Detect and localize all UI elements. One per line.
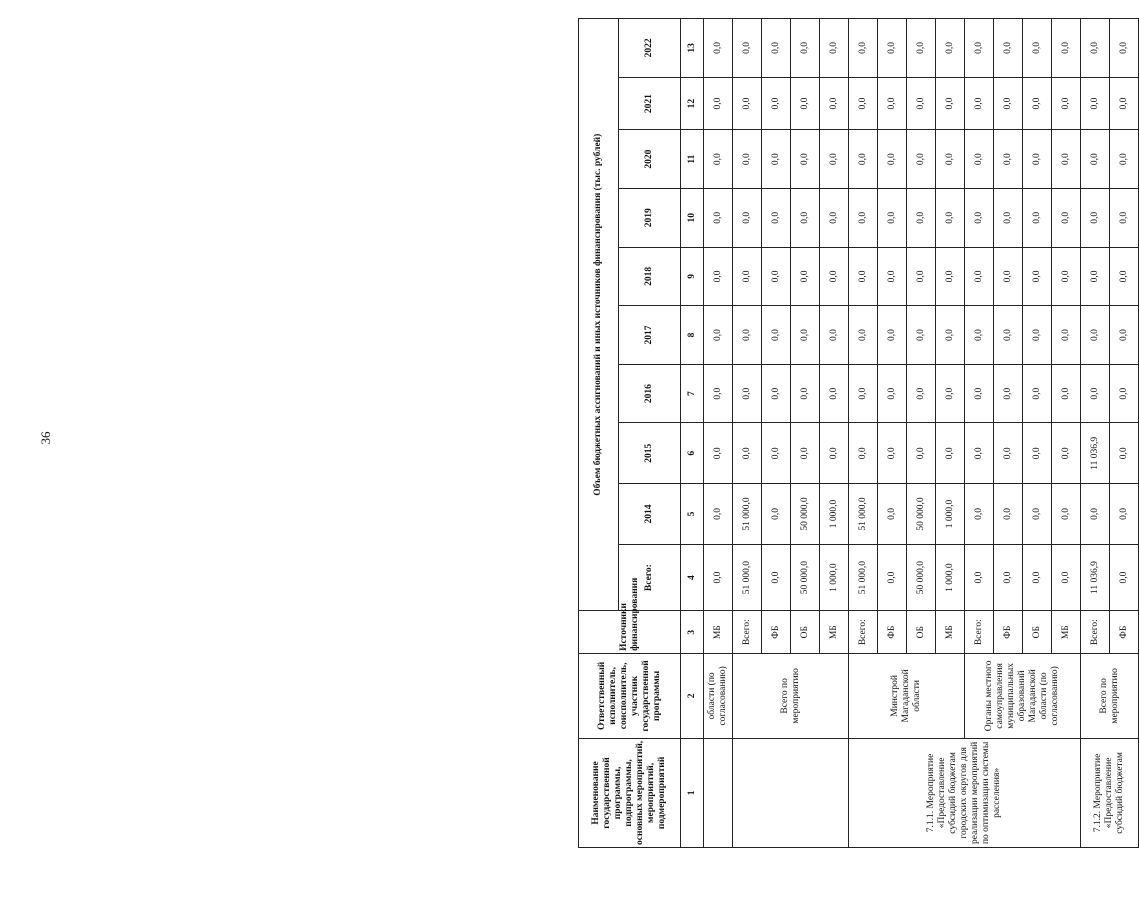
year-value-cell: 0,0: [965, 130, 994, 189]
column-number: 11: [681, 130, 704, 189]
year-value-cell: 0,0: [907, 77, 936, 130]
table-row: [965, 19, 994, 848]
year-value-cell: 0,0: [820, 423, 849, 484]
year-value-cell: 0,0: [704, 364, 733, 423]
year-value-cell: 0,0: [762, 247, 791, 306]
year-value-cell: 0,0: [820, 364, 849, 423]
year-value-cell: 0,0: [1110, 19, 1139, 78]
year-value-cell: 0,0: [994, 77, 1023, 130]
source-cell: ОБ: [1023, 611, 1052, 653]
header-funding: Объем бюджетных ассигнований и иных источников финансирования (тыс. рублей): [579, 19, 619, 611]
year-value-cell: 0,0: [965, 484, 994, 545]
year-value-cell: 0,0: [994, 364, 1023, 423]
total-value-cell: 50 000,0: [791, 544, 820, 611]
header-year: 2020: [619, 130, 681, 189]
year-value-cell: 0,0: [1052, 188, 1081, 247]
executor-cell: Всего по мероприятию: [1081, 653, 1139, 738]
year-value-cell: 0,0: [733, 423, 762, 484]
year-value-cell: 0,0: [878, 306, 907, 365]
year-value-cell: 0,0: [1081, 484, 1110, 545]
header-executor: Ответственный исполнитель, соисполнитель, участник государственной программы: [579, 653, 681, 738]
column-number: 12: [681, 77, 704, 130]
year-value-cell: 0,0: [791, 77, 820, 130]
total-value-cell: 0,0: [704, 544, 733, 611]
source-cell: ФБ: [762, 611, 791, 653]
year-value-cell: 0,0: [762, 306, 791, 365]
column-number: 1: [681, 738, 704, 847]
year-value-cell: 0,0: [849, 130, 878, 189]
year-value-cell: 0,0: [965, 306, 994, 365]
year-value-cell: 0,0: [820, 306, 849, 365]
year-value-cell: 0,0: [907, 19, 936, 78]
year-value-cell: 0,0: [936, 77, 965, 130]
year-value-cell: 0,0: [936, 188, 965, 247]
year-value-cell: 0,0: [704, 19, 733, 78]
event-7-1-2-name: 7.1.2. Мероприятие «Предоставление субсидий бюджетам: [1081, 738, 1139, 847]
year-value-cell: 0,0: [965, 364, 994, 423]
year-value-cell: 0,0: [849, 423, 878, 484]
year-value-cell: 0,0: [907, 423, 936, 484]
column-number: 9: [681, 247, 704, 306]
year-value-cell: 0,0: [849, 364, 878, 423]
table-row: [1081, 19, 1110, 848]
year-value-cell: 0,0: [762, 19, 791, 78]
year-value-cell: 0,0: [965, 19, 994, 78]
header-year: 2022: [619, 19, 681, 78]
year-value-cell: 0,0: [1023, 247, 1052, 306]
header-year: 2019: [619, 188, 681, 247]
year-value-cell: 0,0: [820, 19, 849, 78]
year-value-cell: 0,0: [733, 188, 762, 247]
name-cell: [704, 738, 733, 847]
source-cell: МБ: [1052, 611, 1081, 653]
year-value-cell: 0,0: [762, 423, 791, 484]
year-value-cell: 0,0: [791, 247, 820, 306]
year-value-cell: 0,0: [704, 484, 733, 545]
column-number: 5: [681, 484, 704, 545]
year-value-cell: 0,0: [936, 364, 965, 423]
year-value-cell: 0,0: [1110, 364, 1139, 423]
year-value-cell: 0,0: [1110, 130, 1139, 189]
year-value-cell: 0,0: [1023, 364, 1052, 423]
year-value-cell: 0,0: [1052, 19, 1081, 78]
year-value-cell: 51 000,0: [849, 484, 878, 545]
executor-cell: области (по согласованию): [704, 653, 733, 738]
year-value-cell: 0,0: [820, 188, 849, 247]
year-value-cell: 0,0: [965, 247, 994, 306]
year-value-cell: 0,0: [704, 188, 733, 247]
total-value-cell: 0,0: [1110, 544, 1139, 611]
year-value-cell: 0,0: [965, 188, 994, 247]
year-value-cell: 1 000,0: [936, 484, 965, 545]
year-value-cell: 0,0: [704, 247, 733, 306]
year-value-cell: 0,0: [994, 130, 1023, 189]
year-value-cell: 0,0: [878, 423, 907, 484]
year-value-cell: 0,0: [1052, 484, 1081, 545]
executor-cell: Всего по мероприятию: [733, 653, 849, 738]
year-value-cell: 0,0: [733, 130, 762, 189]
column-number: 7: [681, 364, 704, 423]
rotated-table-container: [578, 18, 1129, 848]
year-value-cell: 0,0: [1023, 484, 1052, 545]
source-cell: ФБ: [878, 611, 907, 653]
year-value-cell: 0,0: [965, 77, 994, 130]
source-cell: Всего:: [965, 611, 994, 653]
year-value-cell: 0,0: [849, 77, 878, 130]
year-value-cell: 0,0: [994, 484, 1023, 545]
source-cell: ФБ: [994, 611, 1023, 653]
year-value-cell: 0,0: [1023, 77, 1052, 130]
year-value-cell: 0,0: [878, 247, 907, 306]
year-value-cell: 0,0: [994, 19, 1023, 78]
year-value-cell: 0,0: [936, 130, 965, 189]
year-value-cell: 0,0: [936, 247, 965, 306]
year-value-cell: 0,0: [849, 188, 878, 247]
year-value-cell: 0,0: [1110, 247, 1139, 306]
source-cell: ОБ: [791, 611, 820, 653]
year-value-cell: 0,0: [820, 247, 849, 306]
year-value-cell: 0,0: [1052, 306, 1081, 365]
year-value-cell: 50 000,0: [907, 484, 936, 545]
year-value-cell: 0,0: [1052, 247, 1081, 306]
year-value-cell: 0,0: [994, 247, 1023, 306]
year-value-cell: 0,0: [733, 19, 762, 78]
column-number: 10: [681, 188, 704, 247]
column-number: 4: [681, 544, 704, 611]
source-cell: ФБ: [1110, 611, 1139, 653]
table-row: [849, 19, 878, 848]
year-value-cell: 0,0: [907, 247, 936, 306]
year-value-cell: 0,0: [704, 306, 733, 365]
year-value-cell: 0,0: [1052, 130, 1081, 189]
year-value-cell: 11 036,9: [1081, 423, 1110, 484]
year-value-cell: 0,0: [704, 423, 733, 484]
executor-cell: Органы местного самоуправления муниципальных образований Магаданской области (по согласованию): [965, 653, 1081, 738]
year-value-cell: 0,0: [878, 19, 907, 78]
year-value-cell: 0,0: [820, 130, 849, 189]
year-value-cell: 0,0: [791, 188, 820, 247]
year-value-cell: 0,0: [1023, 188, 1052, 247]
source-cell: Всего:: [849, 611, 878, 653]
year-value-cell: 0,0: [878, 484, 907, 545]
event-7-1-1-name: 7.1.1. Мероприятие «Предоставление субсидий бюджетам городских округов для реализации мероприятий по оптимизации системы расселения»: [849, 738, 1081, 847]
source-cell: ОБ: [907, 611, 936, 653]
header-year: 2021: [619, 77, 681, 130]
total-value-cell: 0,0: [878, 544, 907, 611]
source-cell: МБ: [820, 611, 849, 653]
total-value-cell: 11 036,9: [1081, 544, 1110, 611]
year-value-cell: 0,0: [1081, 77, 1110, 130]
total-value-cell: 0,0: [994, 544, 1023, 611]
year-value-cell: 0,0: [965, 423, 994, 484]
name-cell: [733, 738, 849, 847]
total-value-cell: 51 000,0: [733, 544, 762, 611]
executor-cell: Минстрой Магаданской области: [849, 653, 965, 738]
year-value-cell: 0,0: [1110, 77, 1139, 130]
year-value-cell: 0,0: [762, 364, 791, 423]
total-value-cell: 51 000,0: [849, 544, 878, 611]
year-value-cell: 0,0: [936, 19, 965, 78]
year-value-cell: 0,0: [1110, 306, 1139, 365]
year-value-cell: 0,0: [849, 306, 878, 365]
header-year: 2014: [619, 484, 681, 545]
budget-table: [578, 18, 1139, 848]
year-value-cell: 0,0: [791, 423, 820, 484]
column-number: 8: [681, 306, 704, 365]
year-value-cell: 0,0: [704, 77, 733, 130]
year-value-cell: 0,0: [1023, 423, 1052, 484]
year-value-cell: 0,0: [907, 130, 936, 189]
year-value-cell: 0,0: [1081, 247, 1110, 306]
year-value-cell: 0,0: [762, 484, 791, 545]
year-value-cell: 1 000,0: [820, 484, 849, 545]
total-value-cell: 0,0: [1023, 544, 1052, 611]
table-row: [733, 19, 762, 848]
year-value-cell: 0,0: [733, 306, 762, 365]
year-value-cell: 50 000,0: [791, 484, 820, 545]
year-value-cell: 0,0: [791, 19, 820, 78]
year-value-cell: 0,0: [762, 77, 791, 130]
header-year: 2016: [619, 364, 681, 423]
year-value-cell: 0,0: [907, 306, 936, 365]
total-value-cell: 1 000,0: [936, 544, 965, 611]
total-value-cell: 50 000,0: [907, 544, 936, 611]
year-value-cell: 0,0: [733, 77, 762, 130]
total-value-cell: 0,0: [762, 544, 791, 611]
year-value-cell: 0,0: [1052, 423, 1081, 484]
year-value-cell: 0,0: [878, 77, 907, 130]
year-value-cell: 0,0: [936, 306, 965, 365]
year-value-cell: 0,0: [791, 130, 820, 189]
year-value-cell: 0,0: [1052, 77, 1081, 130]
total-value-cell: 0,0: [965, 544, 994, 611]
year-value-cell: 0,0: [1023, 130, 1052, 189]
table-row: [704, 19, 733, 848]
year-value-cell: 0,0: [1023, 306, 1052, 365]
header-year: 2015: [619, 423, 681, 484]
column-number: 13: [681, 19, 704, 78]
year-value-cell: 0,0: [791, 364, 820, 423]
column-number: 6: [681, 423, 704, 484]
year-value-cell: 0,0: [1081, 19, 1110, 78]
year-value-cell: 0,0: [1110, 188, 1139, 247]
year-value-cell: 0,0: [762, 188, 791, 247]
year-value-cell: 0,0: [849, 247, 878, 306]
column-numbers-row: [681, 19, 704, 848]
year-value-cell: 0,0: [878, 130, 907, 189]
year-value-cell: 0,0: [1052, 364, 1081, 423]
header-source: Источники финансирования: [579, 611, 681, 653]
year-value-cell: 0,0: [1023, 19, 1052, 78]
header-year: 2017: [619, 306, 681, 365]
header-total: Всего:: [619, 544, 681, 611]
year-value-cell: 0,0: [820, 77, 849, 130]
year-value-cell: 0,0: [994, 188, 1023, 247]
year-value-cell: 0,0: [1081, 130, 1110, 189]
year-value-cell: 0,0: [849, 19, 878, 78]
year-value-cell: 0,0: [1110, 484, 1139, 545]
year-value-cell: 0,0: [994, 423, 1023, 484]
year-value-cell: 0,0: [733, 364, 762, 423]
year-value-cell: 0,0: [1110, 423, 1139, 484]
year-value-cell: 0,0: [704, 130, 733, 189]
year-value-cell: 0,0: [733, 247, 762, 306]
source-cell: Всего:: [1081, 611, 1110, 653]
source-cell: Всего:: [733, 611, 762, 653]
year-value-cell: 0,0: [936, 423, 965, 484]
year-value-cell: 0,0: [1081, 306, 1110, 365]
year-value-cell: 0,0: [1081, 364, 1110, 423]
year-value-cell: 0,0: [878, 364, 907, 423]
year-value-cell: 0,0: [907, 364, 936, 423]
year-value-cell: 0,0: [791, 306, 820, 365]
header-year: 2018: [619, 247, 681, 306]
source-cell: МБ: [936, 611, 965, 653]
year-value-cell: 0,0: [907, 188, 936, 247]
total-value-cell: 0,0: [1052, 544, 1081, 611]
year-value-cell: 51 000,0: [733, 484, 762, 545]
column-number: 3: [681, 611, 704, 653]
year-value-cell: 0,0: [762, 130, 791, 189]
total-value-cell: 1 000,0: [820, 544, 849, 611]
column-number: 2: [681, 653, 704, 738]
year-value-cell: 0,0: [1081, 188, 1110, 247]
header-name: Наименование государственной программы, подпрограммы, основных мероприятий, мероприятий, подмероприятий: [579, 738, 681, 847]
source-cell: МБ: [704, 611, 733, 653]
year-value-cell: 0,0: [994, 306, 1023, 365]
page-number: 36: [38, 431, 53, 445]
year-value-cell: 0,0: [878, 188, 907, 247]
